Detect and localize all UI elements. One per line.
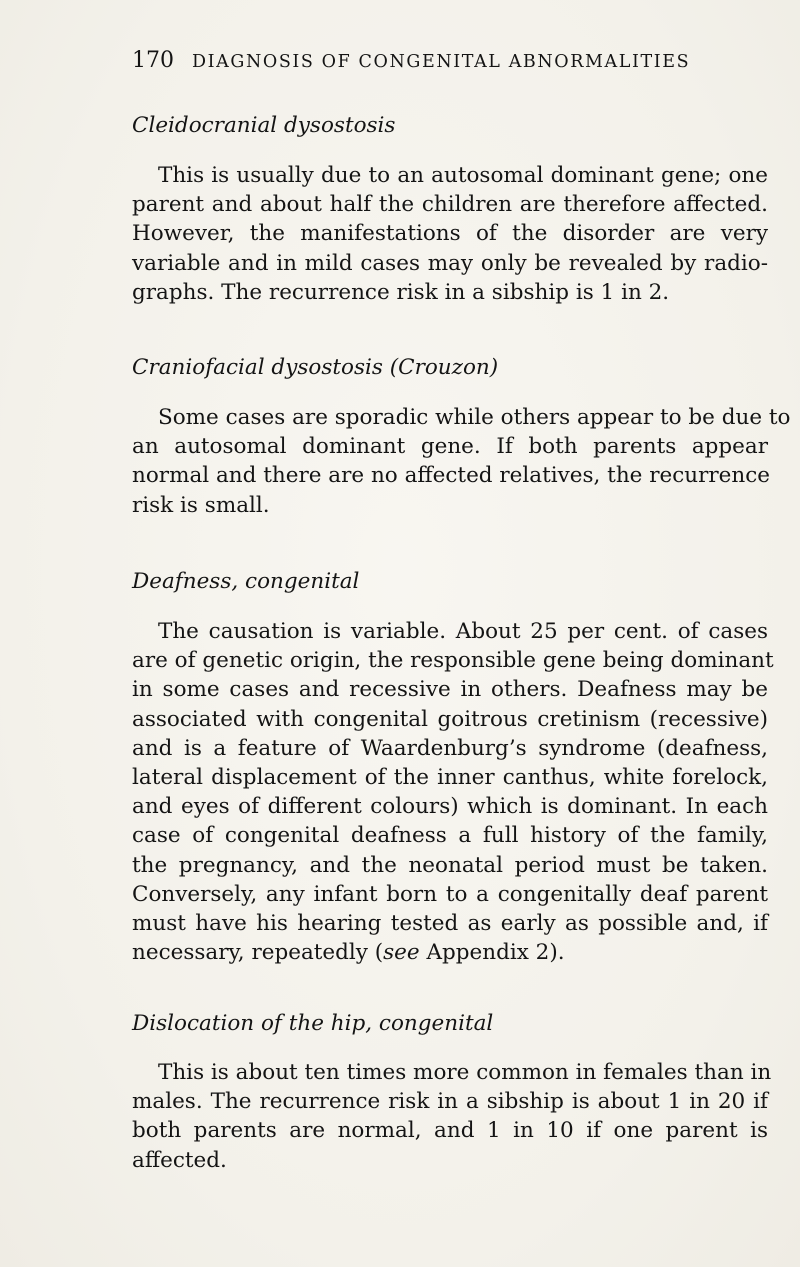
running-header — [132, 46, 772, 76]
text-line: are of genetic origin, the responsible gene being dominant — [132, 648, 774, 674]
heading-text: Deafness — [132, 569, 232, 594]
text-line: This is about ten times more common in females than in — [158, 1060, 772, 1085]
section-heading-cleidocranial — [132, 112, 772, 140]
text-line: in some cases and recessive in others. Deafness may be — [132, 677, 768, 703]
text-line: both parents are normal, and 1 in 10 if one parent is — [132, 1118, 768, 1144]
text-line: an autosomal dominant gene. If both parents appear — [132, 434, 768, 460]
heading-text: Cleidocranial dysostosis — [132, 113, 396, 138]
text-line: lateral displacement of the inner canthus, white forelock, — [132, 765, 768, 791]
section-heading-craniofacial: Craniofacial dysostosis (Crouzon) — [132, 355, 499, 380]
heading-eponym: Crouzon — [398, 355, 490, 380]
text-line: the pregnancy, and the neonatal period must be taken. — [132, 852, 768, 878]
text-line: and eyes of different colours) which is dominant. In each — [132, 794, 768, 820]
text-line: males. The recurrence risk in a sibship is about 1 in 20 if — [132, 1089, 768, 1115]
text-line: Some cases are sporadic while others appear to be due to — [158, 405, 791, 430]
heading-subtext: congenital — [378, 1011, 494, 1036]
text-line: and is a feature of Waardenburg’s syndrome (deafness, — [132, 735, 768, 761]
text-line: This is usually due to an autosomal dominant gene; one — [158, 163, 768, 188]
heading-text: Craniofacial dysostosis — [132, 355, 383, 380]
text-line: Conversely, any infant born to a congenitally deaf parent — [132, 881, 768, 907]
text-line: graphs. The recurrence risk in a sibship is 1 in 2. — [132, 279, 670, 305]
text-line: associated with congenital goitrous cretinism (recessive) — [132, 706, 768, 732]
text-line: The causation is variable. About 25 per cent. of cases — [158, 619, 768, 644]
text-line: variable and in mild cases may only be revealed by radio- — [132, 250, 768, 276]
text-line: normal and there are no affected relatives, the recurrence — [132, 463, 770, 489]
page-number: 170 — [132, 48, 174, 73]
section-heading-deafness: Deafness, congenital — [132, 569, 360, 594]
heading-text: Dislocation of the hip — [132, 1011, 366, 1036]
see-reference: see — [383, 940, 420, 966]
paragraph-craniofacial — [132, 403, 791, 520]
paragraph-deafness — [132, 617, 774, 967]
text-line: parent and about half the children are therefore affected. — [132, 192, 768, 218]
text-line: However, the manifestations of the disorder are very — [132, 221, 768, 247]
heading-subtext: congenital — [245, 569, 360, 594]
paragraph-cleidocranial — [132, 161, 768, 307]
text-line: must have his hearing tested as early as possible and, if — [132, 911, 768, 937]
section-heading-hip-dislocation: Dislocation of the hip, congenital — [132, 1011, 494, 1036]
paragraph-hip-dislocation — [132, 1058, 772, 1175]
text-line: risk is small. — [132, 492, 270, 518]
text-line: affected. — [132, 1147, 227, 1173]
text-line: case of congenital deafness a full history of the family, — [132, 823, 768, 849]
running-title: DIAGNOSIS OF CONGENITAL ABNORMALITIES — [192, 52, 691, 72]
text-line: necessary, repeatedly (see Appendix 2). — [132, 940, 565, 966]
